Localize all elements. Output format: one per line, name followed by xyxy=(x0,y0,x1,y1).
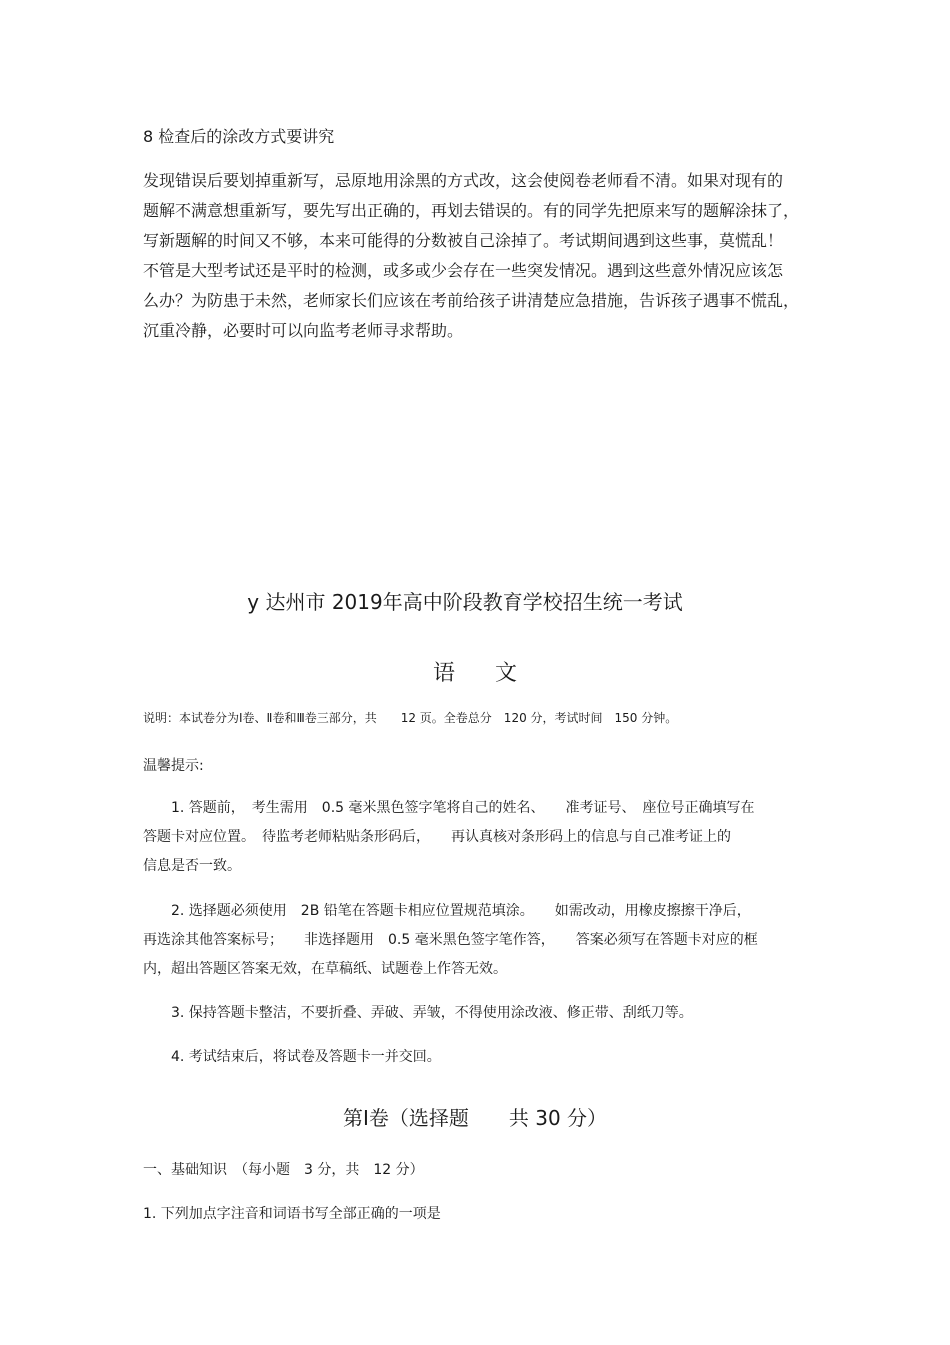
exam-title: y 达州市 2019年高中阶段教育学校招生统一考试 xyxy=(247,590,683,614)
tip-item-3 xyxy=(143,1002,693,1031)
question-1: 1. 下列加点字注音和词语书写全部正确的一项是 xyxy=(143,1206,441,1222)
paragraph-line: 么办？为防患于未然，老师家长们应该在考前给孩子讲清楚应急措施，告诉孩子遇事不慌乱， xyxy=(143,291,800,310)
tip-line: 内，超出答题区答案无效，在草稿纸、试题卷上作答无效。 xyxy=(143,961,507,977)
exam-note: 说明：本试卷分为Ⅰ卷、Ⅱ卷和Ⅲ卷三部分，共 12 页。全卷总分 120 分，考试时间 150 分钟。 xyxy=(143,711,678,725)
tip-line: 信息是否一致。 xyxy=(143,858,241,874)
tip-item-2 xyxy=(143,900,758,987)
tips-heading: 温馨提示: xyxy=(143,758,204,774)
tip-line: 3. 保持答题卡整洁，不要折叠、弄破、弄皱，不得使用涂改液、修正带、刮纸刀等。 xyxy=(143,1005,693,1021)
part-one-heading: 第Ⅰ卷（选择题 共 30 分） xyxy=(342,1106,608,1130)
tip-line: 再选涂其他答案标号； 非选择题用 0.5 毫米黑色签字笔作答， 答案必须写在答题卡对应的框 xyxy=(143,932,758,948)
paragraph-line: 题解不满意想重新写，要先写出正确的，再划去错误的。有的同学先把原来写的题解涂抹了， xyxy=(143,201,800,220)
tip-line: 4. 考试结束后，将试卷及答题卡一并交回。 xyxy=(143,1049,441,1065)
section-paragraph xyxy=(143,166,815,346)
tip-item-4 xyxy=(143,1046,441,1075)
paragraph-line: 写新题解的时间又不够，本来可能得的分数被自己涂掉了。考试期间遇到这些事，莫慌乱！ xyxy=(143,231,784,250)
tip-line: 答题卡对应位置。 待监考老师粘贴条形码后， 再认真核对条形码上的信息与自己准考证上的 xyxy=(143,829,731,845)
section-heading: 8 检查后的涂改方式要讲究 xyxy=(143,127,335,146)
section-one-heading: 一、基础知识 （每小题 3 分，共 12 分） xyxy=(143,1162,424,1178)
paragraph-line: 沉重冷静，必要时可以向监考老师寻求帮助。 xyxy=(143,321,464,340)
exam-subject: 语文 xyxy=(432,661,557,686)
paragraph-line: 不管是大型考试还是平时的检测，或多或少会存在一些突发情况。遇到这些意外情况应该怎 xyxy=(143,261,784,280)
tip-item-1 xyxy=(143,797,755,884)
paragraph-line: 发现错误后要划掉重新写，忌原地用涂黑的方式改，这会使阅卷老师看不清。如果对现有的 xyxy=(143,171,784,190)
tip-line: 2. 选择题必须使用 2B 铅笔在答题卡相应位置规范填涂。 如需改动，用橡皮擦擦干净后， xyxy=(143,903,751,919)
tip-line: 1. 答题前， 考生需用 0.5 毫米黑色签字笔将自己的姓名、 准考证号、 座位号正确填写在 xyxy=(143,800,755,816)
